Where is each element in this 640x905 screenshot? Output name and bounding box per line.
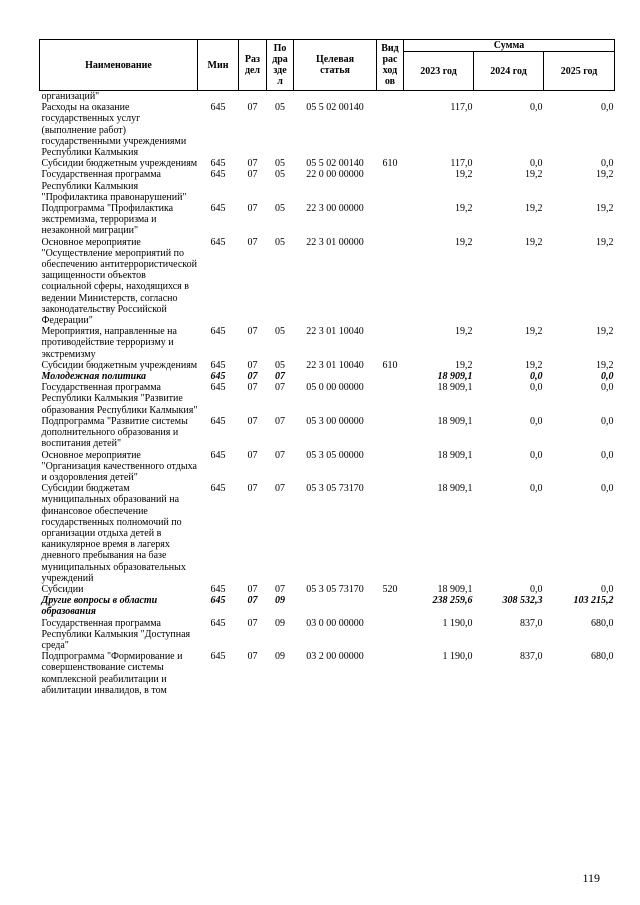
table-row bbox=[40, 416, 615, 450]
cell-sum-2024: 0,0 bbox=[530, 102, 543, 114]
cell-name: Государственная программа Республики Калмыкия "Профилактика правонарушений" bbox=[41, 169, 187, 203]
cell-expense-type bbox=[377, 382, 404, 416]
cell-target: 05 3 05 73170 bbox=[306, 583, 364, 595]
budget-table bbox=[39, 39, 615, 696]
header-year-2025: 2025 год bbox=[544, 52, 615, 91]
table-row bbox=[40, 371, 615, 382]
header-target: Целевая статья bbox=[294, 40, 377, 91]
cell-sum-2024: 19,2 bbox=[525, 326, 543, 338]
cell-sum-2025 bbox=[544, 91, 615, 103]
cell-sum-2024: 19,2 bbox=[525, 203, 543, 215]
cell-min: 645 bbox=[210, 102, 226, 114]
cell-target: 22 0 00 00000 bbox=[306, 169, 364, 181]
table-row bbox=[40, 326, 615, 360]
cell-expense-type bbox=[377, 416, 404, 450]
cell-name: Основное мероприятие "Осуществление мероприятий по обеспечению антитеррористической защищенности объектов социальной сферы, находящихся в ведении Министерств, согласно законодательству Российской Федерации" bbox=[41, 236, 197, 327]
header-name: Наименование bbox=[40, 40, 198, 91]
cell-razdel: 07 bbox=[247, 169, 258, 181]
table-row bbox=[40, 203, 615, 237]
page-number: 119 bbox=[582, 871, 600, 885]
cell-sum-2023: 1 190,0 bbox=[442, 617, 473, 629]
cell-expense-type: 610 bbox=[382, 359, 398, 371]
cell-name: Субсидии бюджетным учреждениям bbox=[41, 158, 198, 170]
cell-podrazdel bbox=[267, 91, 294, 103]
header-year-2024: 2024 год bbox=[474, 52, 544, 91]
cell-podrazdel: 09 bbox=[275, 617, 285, 629]
cell-target: 22 3 01 10040 bbox=[306, 359, 364, 371]
cell-min: 645 bbox=[210, 203, 226, 215]
cell-razdel: 07 bbox=[247, 102, 258, 114]
cell-sum-2024: 19,2 bbox=[525, 236, 543, 248]
cell-podrazdel: 05 bbox=[275, 203, 285, 215]
cell-sum-2024 bbox=[474, 91, 544, 103]
cell-sum-2024: 837,0 bbox=[520, 651, 543, 663]
cell-name: организаций" bbox=[41, 91, 100, 102]
cell-target: 05 5 02 00140 bbox=[306, 102, 364, 114]
table-body bbox=[40, 91, 615, 696]
cell-podrazdel: 07 bbox=[275, 371, 285, 383]
cell-name: Подпрограмма "Развитие системы дополнительного образования и воспитания детей" bbox=[41, 415, 188, 450]
table-row bbox=[40, 618, 615, 652]
cell-target: 03 0 00 00000 bbox=[306, 617, 364, 629]
cell-podrazdel: 05 bbox=[275, 102, 285, 114]
cell-min bbox=[198, 91, 239, 103]
cell-sum-2025: 0,0 bbox=[601, 102, 614, 114]
table-row bbox=[40, 450, 615, 484]
cell-sum-2023: 19,2 bbox=[455, 326, 473, 338]
cell-min: 645 bbox=[210, 583, 226, 595]
cell-sum-2023 bbox=[404, 91, 474, 103]
cell-podrazdel: 07 bbox=[275, 415, 285, 427]
cell-target bbox=[294, 91, 377, 103]
cell-razdel: 07 bbox=[247, 415, 258, 427]
table-row bbox=[40, 360, 615, 371]
cell-sum-2025: 0,0 bbox=[601, 382, 614, 394]
cell-name: Основное мероприятие "Организация качественного отдыха и оздоровления детей" bbox=[41, 449, 197, 483]
cell-min: 645 bbox=[210, 169, 226, 181]
header-year-2023: 2023 год bbox=[404, 52, 474, 91]
cell-expense-type bbox=[377, 651, 404, 696]
cell-name: Расходы на оказание государственных услуг (выполнение работ) государственными учреждениями Республики Калмыкия bbox=[41, 102, 187, 159]
cell-sum-2025: 19,2 bbox=[596, 236, 614, 248]
cell-razdel: 07 bbox=[247, 236, 258, 248]
cell-sum-2024: 0,0 bbox=[530, 415, 543, 427]
cell-min: 645 bbox=[210, 449, 226, 461]
table-row bbox=[40, 102, 615, 158]
cell-expense-type: 610 bbox=[382, 158, 398, 170]
table-row bbox=[40, 584, 615, 595]
table-row bbox=[40, 169, 615, 203]
cell-razdel: 07 bbox=[247, 382, 258, 394]
cell-min: 645 bbox=[210, 158, 226, 170]
cell-podrazdel: 07 bbox=[275, 483, 285, 495]
cell-podrazdel: 07 bbox=[275, 382, 285, 394]
cell-sum-2025: 19,2 bbox=[596, 169, 614, 181]
cell-min: 645 bbox=[210, 371, 226, 383]
cell-sum-2023: 19,2 bbox=[455, 169, 473, 181]
cell-razdel bbox=[239, 91, 267, 103]
cell-target: 05 3 05 73170 bbox=[306, 483, 364, 495]
cell-target: 22 3 01 00000 bbox=[306, 236, 364, 248]
cell-sum-2023: 19,2 bbox=[455, 203, 473, 215]
cell-expense-type bbox=[377, 371, 404, 382]
cell-sum-2024: 19,2 bbox=[525, 169, 543, 181]
cell-razdel: 07 bbox=[247, 617, 258, 629]
cell-sum-2024: 0,0 bbox=[530, 583, 543, 595]
cell-razdel: 07 bbox=[247, 449, 258, 461]
cell-min: 645 bbox=[210, 651, 226, 663]
cell-name: Государственная программа Республики Калмыкия "Доступная среда" bbox=[41, 617, 191, 651]
cell-name: Мероприятия, направленные на противодействие терроризму и экстремизму bbox=[41, 326, 177, 360]
cell-expense-type: 520 bbox=[382, 583, 398, 595]
cell-podrazdel: 05 bbox=[275, 236, 285, 248]
cell-target bbox=[294, 371, 377, 382]
cell-min: 645 bbox=[210, 236, 226, 248]
cell-sum-2024: 0,0 bbox=[530, 483, 543, 495]
cell-target bbox=[294, 595, 377, 617]
cell-min: 645 bbox=[210, 617, 226, 629]
cell-expense-type bbox=[377, 169, 404, 203]
cell-podrazdel: 09 bbox=[275, 651, 285, 663]
cell-podrazdel: 05 bbox=[275, 158, 285, 170]
cell-sum-2025: 103 215,2 bbox=[573, 595, 614, 607]
cell-sum-2025: 0,0 bbox=[601, 449, 614, 461]
cell-sum-2025: 19,2 bbox=[596, 326, 614, 338]
cell-razdel: 07 bbox=[247, 583, 258, 595]
cell-podrazdel: 05 bbox=[275, 359, 285, 371]
cell-sum-2024: 0,0 bbox=[530, 371, 543, 383]
cell-name: Подпрограмма "Формирование и совершенствование системы комплексной реабилитации и абилитации инвалидов, в том bbox=[41, 651, 183, 696]
cell-sum-2025: 0,0 bbox=[601, 371, 614, 383]
cell-podrazdel: 05 bbox=[275, 169, 285, 181]
cell-target: 05 3 00 00000 bbox=[306, 415, 364, 427]
table-row bbox=[40, 595, 615, 617]
cell-target: 05 5 02 00140 bbox=[306, 158, 364, 170]
cell-sum-2023: 238 259,6 bbox=[432, 595, 473, 607]
cell-expense-type bbox=[377, 595, 404, 617]
cell-sum-2024: 837,0 bbox=[520, 617, 543, 629]
cell-target: 03 2 00 00000 bbox=[306, 651, 364, 663]
cell-expense-type bbox=[377, 102, 404, 158]
cell-sum-2025: 19,2 bbox=[596, 359, 614, 371]
cell-expense-type bbox=[377, 237, 404, 327]
cell-target: 22 3 00 00000 bbox=[306, 203, 364, 215]
cell-expense-type bbox=[377, 203, 404, 237]
cell-expense-type bbox=[377, 618, 404, 652]
cell-expense-type bbox=[377, 91, 404, 103]
cell-min: 645 bbox=[210, 359, 226, 371]
cell-sum-2023: 18 909,1 bbox=[437, 371, 473, 383]
cell-name: Другие вопросы в области образования bbox=[41, 595, 158, 618]
cell-min: 645 bbox=[210, 415, 226, 427]
cell-sum-2023: 18 909,1 bbox=[437, 382, 473, 394]
cell-sum-2023: 19,2 bbox=[455, 359, 473, 371]
header-expense-type: Вид рас ход ов bbox=[377, 40, 404, 91]
cell-sum-2024: 308 532,3 bbox=[502, 595, 543, 607]
table-row bbox=[40, 483, 615, 584]
cell-sum-2023: 18 909,1 bbox=[437, 415, 473, 427]
cell-sum-2025: 680,0 bbox=[591, 617, 614, 629]
cell-sum-2024: 19,2 bbox=[525, 359, 543, 371]
cell-min: 645 bbox=[210, 382, 226, 394]
cell-razdel: 07 bbox=[247, 203, 258, 215]
cell-min: 645 bbox=[210, 326, 226, 338]
cell-sum-2023: 18 909,1 bbox=[437, 583, 473, 595]
cell-sum-2025: 680,0 bbox=[591, 651, 614, 663]
cell-name: Субсидии бюджетным учреждениям bbox=[41, 359, 198, 371]
table-row bbox=[40, 91, 615, 103]
cell-razdel: 07 bbox=[247, 651, 258, 663]
cell-sum-2025: 0,0 bbox=[601, 583, 614, 595]
cell-min: 645 bbox=[210, 483, 226, 495]
table-row bbox=[40, 158, 615, 169]
cell-razdel: 07 bbox=[247, 359, 258, 371]
cell-razdel: 07 bbox=[247, 158, 258, 170]
cell-expense-type bbox=[377, 483, 404, 584]
cell-name: Субсидии бюджетам муниципальных образований на финансовое обеспечение государственных полномочий по организации отдыха детей в каникулярное время в лагерях дневного пребывания на базе муниципальных образовательных учреждений bbox=[41, 483, 186, 584]
cell-target: 05 0 00 00000 bbox=[306, 382, 364, 394]
cell-podrazdel: 05 bbox=[275, 326, 285, 338]
cell-podrazdel: 09 bbox=[275, 595, 285, 607]
cell-podrazdel: 07 bbox=[275, 449, 285, 461]
cell-expense-type bbox=[377, 450, 404, 484]
cell-razdel: 07 bbox=[247, 483, 258, 495]
cell-sum-2025: 19,2 bbox=[596, 203, 614, 215]
cell-sum-2023: 117,0 bbox=[450, 102, 473, 114]
header-sum: Сумма bbox=[404, 40, 615, 52]
table-row bbox=[40, 237, 615, 327]
cell-sum-2025: 0,0 bbox=[601, 483, 614, 495]
cell-name: Подпрограмма "Профилактика экстремизма, терроризма и незаконной миграции" bbox=[41, 203, 174, 237]
cell-name: Молодежная политика bbox=[41, 371, 147, 383]
cell-sum-2023: 1 190,0 bbox=[442, 651, 473, 663]
table-row bbox=[40, 382, 615, 416]
cell-sum-2025: 0,0 bbox=[601, 415, 614, 427]
cell-sum-2023: 117,0 bbox=[450, 158, 473, 170]
cell-razdel: 07 bbox=[247, 326, 258, 338]
cell-sum-2024: 0,0 bbox=[530, 382, 543, 394]
cell-razdel: 07 bbox=[247, 371, 258, 383]
cell-sum-2024: 0,0 bbox=[530, 449, 543, 461]
cell-name: Государственная программа Республики Калмыкия "Развитие образования Республики Калмыкия" bbox=[41, 382, 198, 416]
cell-sum-2023: 18 909,1 bbox=[437, 483, 473, 495]
cell-sum-2023: 19,2 bbox=[455, 236, 473, 248]
cell-target: 05 3 05 00000 bbox=[306, 449, 364, 461]
cell-target: 22 3 01 10040 bbox=[306, 326, 364, 338]
cell-sum-2024: 0,0 bbox=[530, 158, 543, 170]
table-row bbox=[40, 651, 615, 696]
cell-min: 645 bbox=[210, 595, 226, 607]
cell-name: Субсидии bbox=[41, 583, 84, 595]
header-podrazdel: По дра зде л bbox=[267, 40, 294, 91]
cell-sum-2023: 18 909,1 bbox=[437, 449, 473, 461]
header-razdel: Раз дел bbox=[239, 40, 267, 91]
cell-razdel: 07 bbox=[247, 595, 258, 607]
cell-podrazdel: 07 bbox=[275, 583, 285, 595]
cell-expense-type bbox=[377, 326, 404, 360]
cell-sum-2025: 0,0 bbox=[601, 158, 614, 170]
header-min: Мин bbox=[198, 40, 239, 91]
